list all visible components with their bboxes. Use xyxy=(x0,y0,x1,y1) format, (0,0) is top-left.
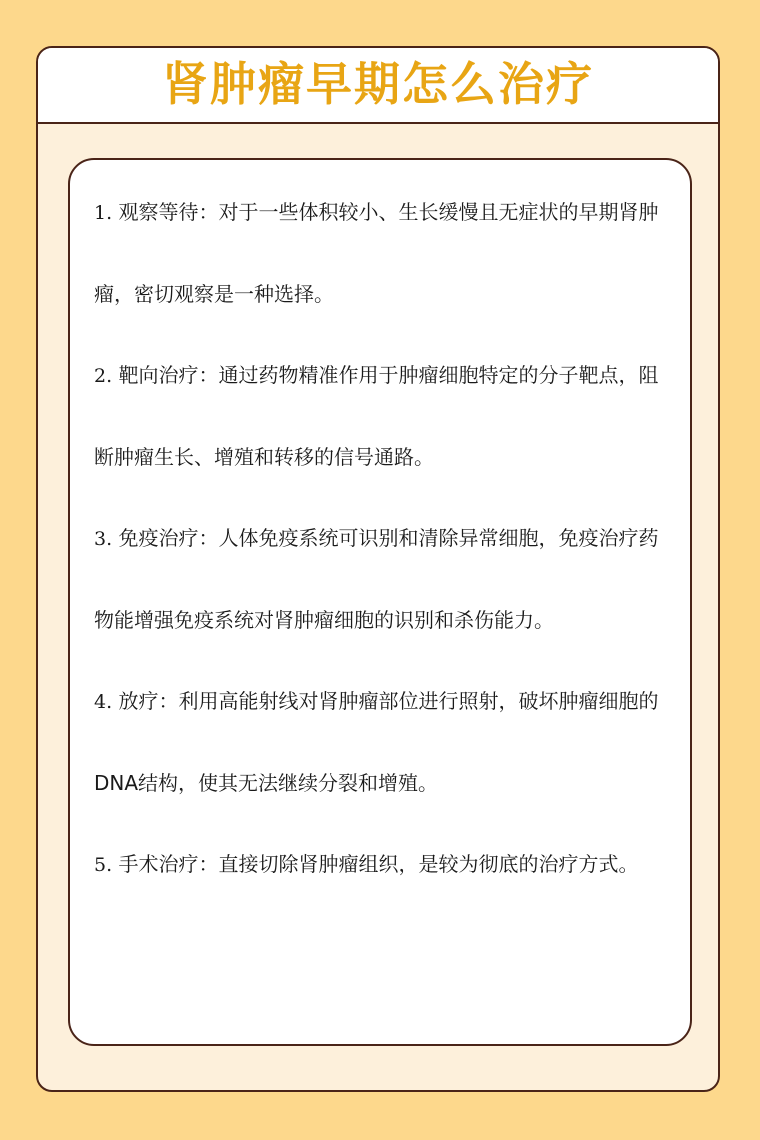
page-title: 肾肿瘤早期怎么治疗 xyxy=(162,57,594,111)
item-number: 4. xyxy=(94,691,113,713)
title-bar xyxy=(38,48,718,124)
item-number: 2. xyxy=(94,365,113,387)
item-text: 手术治疗：直接切除肾肿瘤组织，是较为彻底的治疗方式。 xyxy=(118,852,639,876)
item-number: 5. xyxy=(94,854,113,876)
item-number: 1. xyxy=(94,202,113,224)
item-text: 放疗：利用高能射线对肾肿瘤部位进行照射，破坏肿瘤细胞的DNA结构，使其无法继续分裂和增殖。 xyxy=(94,689,659,795)
list-item xyxy=(94,824,668,906)
list-item xyxy=(94,335,668,498)
item-text: 靶向治疗：通过药物精准作用于肿瘤细胞特定的分子靶点，阻断肿瘤生长、增殖和转移的信号通路。 xyxy=(94,363,659,469)
item-text: 免疫治疗：人体免疫系统可识别和清除异常细胞，免疫治疗药物能增强免疫系统对肾肿瘤细胞的识别和杀伤能力。 xyxy=(94,526,659,632)
content-card xyxy=(68,158,692,1046)
list-item xyxy=(94,498,668,661)
outer-card xyxy=(36,46,720,1092)
list-item xyxy=(94,172,668,335)
list-item xyxy=(94,661,668,824)
item-number: 3. xyxy=(94,528,113,550)
item-text: 观察等待：对于一些体积较小、生长缓慢且无症状的早期肾肿瘤，密切观察是一种选择。 xyxy=(94,200,659,306)
